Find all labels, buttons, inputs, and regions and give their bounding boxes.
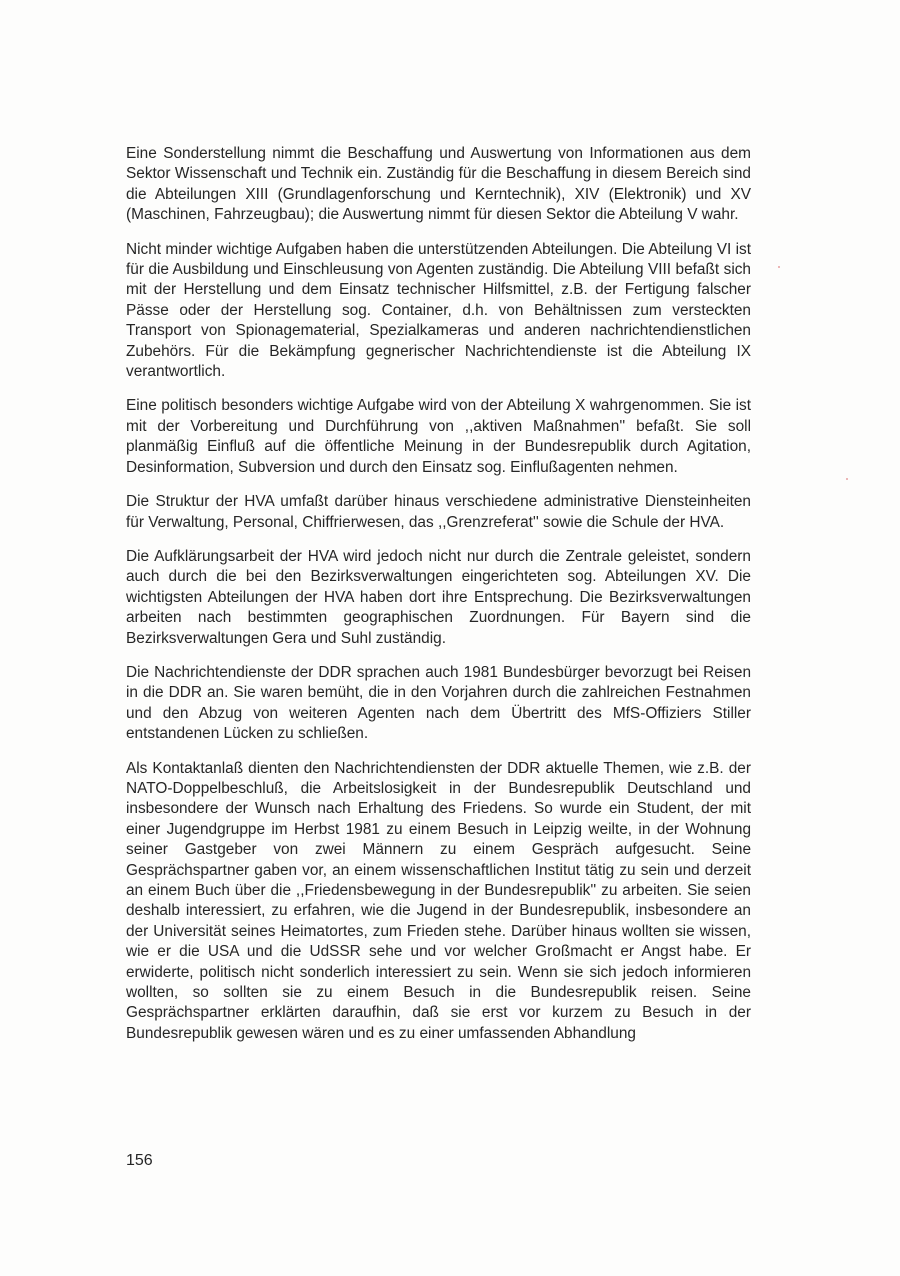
scan-speck	[778, 266, 780, 268]
page-number: 156	[126, 1152, 153, 1169]
scan-speck	[846, 478, 848, 480]
paragraph-contact-example: Als Kontaktanlaß dienten den Nachrichtendiensten der DDR aktuelle Themen, wie z.B. der NATO-Doppelbeschluß, die Arbeitslosigkeit in der Bundesrepublik Deutschland und insbesondere der Wunsch nach Erhaltung des Friedens. So wurde ein Student, der mit einer Jugendgruppe im Herbst 1981 zu einem Besuch in Leipzig weilte, in der Wohnung seiner Gastgeber von zwei Männern zu einem Gespräch aufgesucht. Seine Gesprächspartner gaben vor, an einem wissenschaftlichen Institut tätig zu sein und derzeit an einem Buch über die ,,Friedensbewegung in der Bundesrepublik'' zu arbeiten. Sie seien deshalb interessiert, zu erfahren, wie die Jugend in der Bundesrepublik, insbesondere an der Universität seines Heimatortes, zum Frieden stehe. Darüber hinaus wollten sie wissen, wie er die USA und die UdSSR sehe und vor welcher Großmacht er Angst habe. Er erwiderte, politisch nicht sonderlich interessiert zu sein. Wenn sie sich jedoch informieren wollten, so sollten sie zu einem Besuch in die Bundesrepublik reisen. Seine Gesprächspartner erklärten daraufhin, daß sie erst vor kurzem zu Besuch in der Bundesrepublik gewesen wären und es zu einer umfassenden Abhandlung	[126, 759, 751, 1042]
paragraph-administrative-units: Die Struktur der HVA umfaßt darüber hinaus verschiedene administrative Diensteinheiten für Verwaltung, Personal, Chiffrierwesen, das ,,Grenzreferat'' sowie die Schule der HVA.	[126, 493, 751, 531]
paragraph-department-x: Eine politisch besonders wichtige Aufgabe wird von der Abteilung X wahrgenommen. Sie ist mit der Vorbereitung und Durchführung von ,,aktiven Maßnahmen'' befaßt. Sie soll planmäßig Einfluß auf die öffentliche Meinung in der Bundesrepublik durch Agitation, Desinformation, Subversion und durch den Einsatz sog. Einflußagenten nehmen.	[126, 397, 751, 476]
body-text	[126, 144, 751, 1058]
paragraph-science-technology: Eine Sonderstellung nimmt die Beschaffung und Auswertung von Informationen aus dem Sektor Wissenschaft und Technik ein. Zuständig für die Beschaffung in diesem Bereich sind die Abteilungen XIII (Grundlagenforschung und Kerntechnik), XIV (Elektronik) und XV (Maschinen, Fahrzeugbau); die Auswertung nimmt für diesen Sektor die Abteilung V wahr.	[126, 145, 751, 224]
paragraph-district-administrations: Die Aufklärungsarbeit der HVA wird jedoch nicht nur durch die Zentrale geleistet, sondern auch durch die bei den Bezirksverwaltungen eingerichteten sog. Abteilungen XV. Die wichtigsten Abteilungen der HVA haben dort ihre Entsprechung. Die Bezirksverwaltungen arbeiten nach bestimmten geographischen Zuordnungen. Für Bayern sind die Bezirksverwaltungen Gera und Suhl zuständig.	[126, 547, 751, 647]
paragraph-support-departments: Nicht minder wichtige Aufgaben haben die unterstützenden Abteilungen. Die Abteilung VI ist für die Ausbildung und Einschleusung von Agenten zuständig. Die Abteilung VIII befaßt sich mit der Herstellung und dem Einsatz technischer Hilfsmittel, z.B. der Fertigung falscher Pässe oder der Herstellung sog. Container, d.h. von Behältnissen zum versteckten Transport von Spionagematerial, Spezialkameras und anderen nachrichtendienstlichen Zubehörs. Für die Bekämpfung gegnerischer Nachrichtendienste ist die Abteilung IX verantwortlich.	[126, 240, 751, 381]
paragraph-1981-approaches: Die Nachrichtendienste der DDR sprachen auch 1981 Bundesbürger bevorzugt bei Reisen in die DDR an. Sie waren bemüht, die in den Vorjahren durch die zahlreichen Festnahmen und den Abzug von weiteren Agenten nach dem Übertritt des MfS-Offiziers Stiller entstandenen Lücken zu schließen.	[126, 663, 751, 743]
